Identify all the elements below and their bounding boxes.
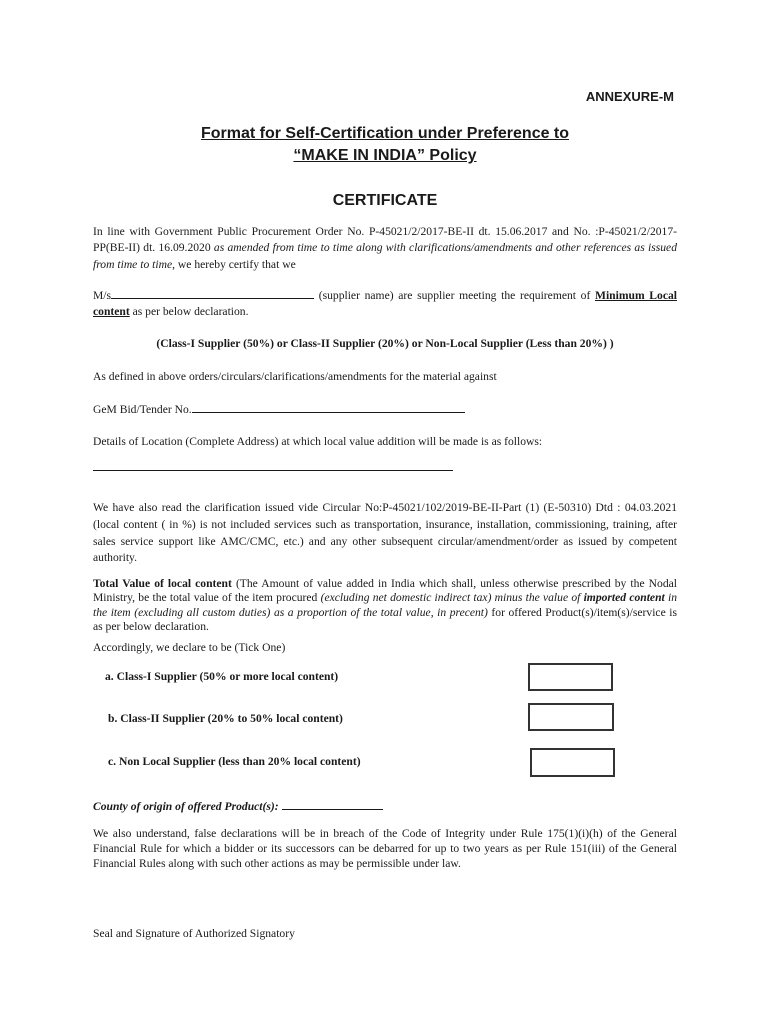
option-class-1: a. Class-I Supplier (50% or more local content) bbox=[105, 670, 339, 683]
gem-bid-label: GeM Bid/Tender No. bbox=[93, 403, 192, 416]
supplier-prefix: M/s bbox=[93, 289, 112, 302]
total-value-bold: Total Value of local content bbox=[93, 577, 232, 590]
class-2-tick-box[interactable] bbox=[528, 703, 614, 731]
address-blank[interactable] bbox=[93, 470, 453, 471]
total-value-italic-2: in the item (excluding all custom duties) as a proportion of the total value, in precent) bbox=[93, 591, 677, 619]
classes-line: (Class-I Supplier (50%) or Class-II Supplier (20%) or Non-Local Supplier (Less than 20%) ) bbox=[156, 337, 614, 350]
intro-paragraph bbox=[93, 224, 677, 273]
signature-line: Seal and Signature of Authorized Signatory bbox=[93, 927, 295, 940]
minimum-local-content: Minimum Local content bbox=[93, 289, 677, 319]
country-origin-blank[interactable] bbox=[282, 799, 383, 810]
supplier-name-blank[interactable] bbox=[111, 288, 314, 299]
option-non-local: c. Non Local Supplier (less than 20% local content) bbox=[108, 755, 361, 768]
title-line-1: Format for Self-Certification under Preference to bbox=[200, 125, 570, 142]
supplier-paragraph bbox=[93, 288, 677, 321]
intro-text-2: , we hereby certify that we bbox=[172, 257, 296, 271]
defined-line: As defined in above orders/circulars/clarifications/amendments for the material against bbox=[93, 370, 497, 383]
total-value-paragraph bbox=[93, 577, 677, 635]
total-value-text-2: for offered Product(s)/item(s)/service is as per below declaration. bbox=[93, 605, 677, 634]
country-origin-line bbox=[93, 799, 383, 813]
total-value-italic-1: (excluding net domestic indirect tax) minus the value of bbox=[320, 591, 584, 605]
total-value-text-1: (The Amount of value added in India which shall, unless otherwise prescribed by the Nodal Ministry, be the total value of the item procured bbox=[93, 577, 677, 605]
clarification-paragraph: We have also read the clarification issued vide Circular No:P-45021/102/2019-BE-II-Part (1) (E-50310) Dtd : 04.03.2021 (local content ( in %) is not included services such as transportation, insurance, installation, commissioning, training, after sales service support like AMC/CMC, etc.) and any other subsequent circular/amendment/order as issued by competent authority. bbox=[93, 501, 677, 565]
gem-bid-line bbox=[93, 402, 465, 416]
title-line-2: “MAKE IN INDIA” Policy bbox=[293, 147, 477, 164]
accordingly-line: Accordingly, we declare to be (Tick One) bbox=[93, 641, 286, 654]
gem-bid-blank[interactable] bbox=[192, 402, 465, 413]
understand-paragraph: We also understand, false declarations will be in breach of the Code of Integrity under Rule 175(1)(i)(h) of the General Financial Rule for which a bidder or its successors can be debarred for up to two years as per Rule 151(iii) of the General Financial Rules along with such other actions as may be permissible under law. bbox=[93, 827, 677, 871]
intro-text-1: In line with Government Public Procurement Order No. P-45021/2/2017-BE-II dt. 15.06.2017 and No. :P-45021/2/2017-PP(BE-II) dt. 16.09.2020 bbox=[93, 225, 677, 255]
class-1-tick-box[interactable] bbox=[528, 663, 613, 691]
location-line: Details of Location (Complete Address) at which local value addition will be made is as follows: bbox=[93, 435, 543, 448]
supplier-suffix: as per below declaration. bbox=[129, 305, 249, 319]
annexure-label: ANNEXURE-M bbox=[585, 89, 674, 104]
certificate-heading: CERTIFICATE bbox=[332, 192, 438, 209]
supplier-text: (supplier name) are supplier meeting the requirement of bbox=[314, 289, 596, 302]
non-local-tick-box[interactable] bbox=[530, 748, 615, 777]
country-origin-label: County of origin of offered Product(s): bbox=[93, 800, 279, 813]
option-class-2: b. Class-II Supplier (20% to 50% local content) bbox=[108, 712, 343, 725]
document-title bbox=[0, 123, 770, 167]
intro-italic: as amended from time to time along with clarifications/amendments and other references as issued from time to time bbox=[93, 241, 677, 271]
imported-content: imported content bbox=[583, 591, 665, 605]
